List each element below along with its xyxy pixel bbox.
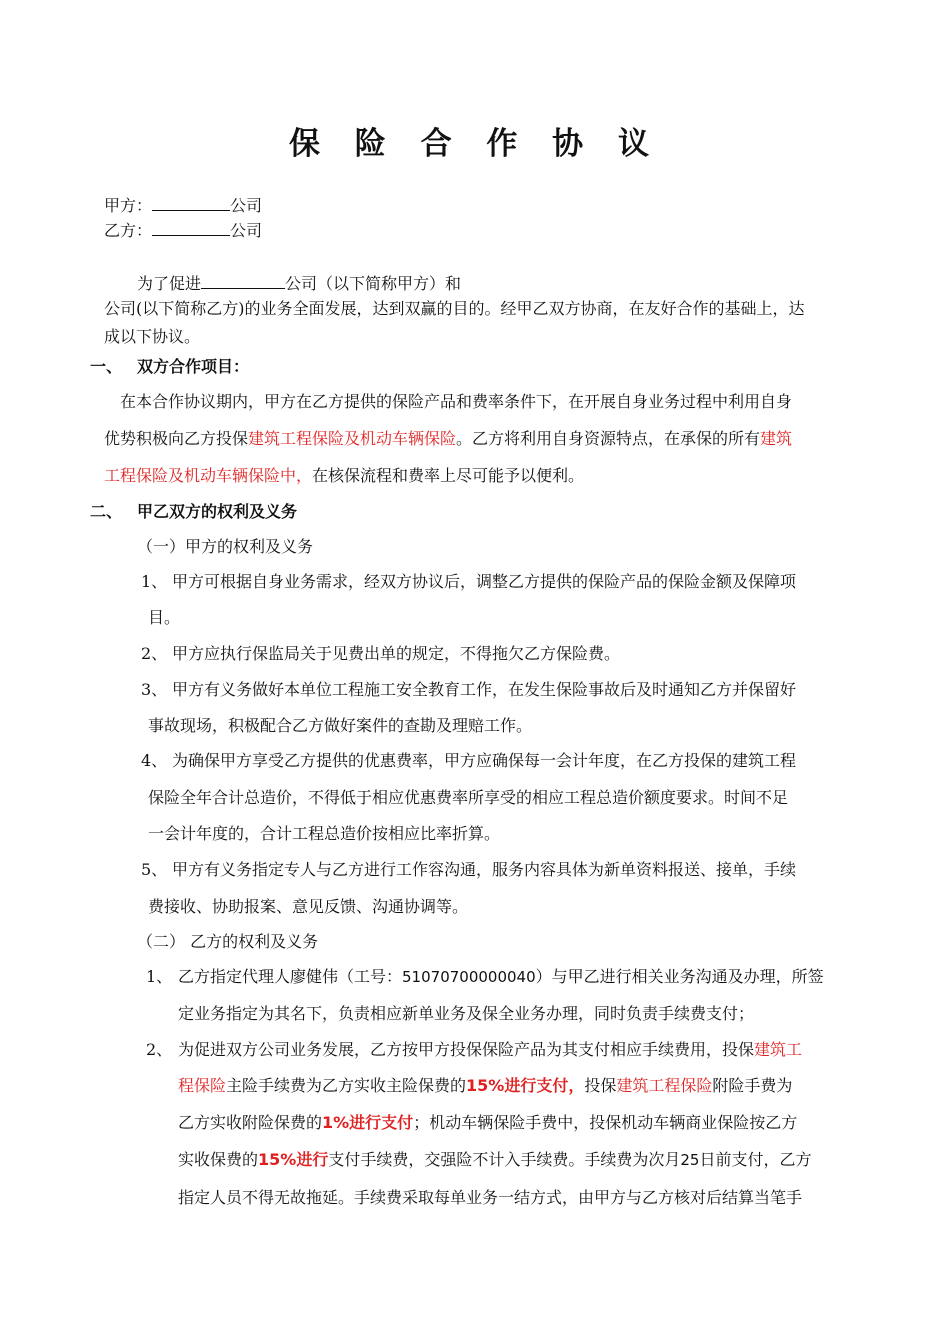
section-1-para-line-3	[104, 466, 584, 486]
intro-line-3: 成以下协议。	[104, 327, 201, 346]
section-1-number: 一、	[90, 357, 123, 376]
item-a5-line-1: 甲方有义务指定专人与乙方进行工作容沟通，服务内容具体为新单资料报送、接单，手续	[172, 860, 797, 879]
agent-id: 51070700000040	[402, 968, 536, 986]
item-a4-line-1: 为确保甲方享受乙方提供的优惠费率，甲方应确保每一会计年度，在乙方投保的建筑工程	[172, 751, 797, 770]
item-b1-line-1	[178, 967, 824, 987]
item-a1-line-1: 甲方可根据自身业务需求，经双方协议后，调整乙方提供的保险产品的保险金额及保障项	[172, 572, 797, 591]
section-1-para-line-1: 在本合作协议期内，甲方在乙方提供的保险产品和费率条件下，在开展自身业务过程中利用自身	[120, 392, 793, 411]
intro-line-2: 公司(以下简称乙方)的业务全面发展，达到双赢的目的。经甲乙双方协商，在友好合作的基础上，达	[104, 299, 805, 318]
item-b2-line-1	[178, 1040, 802, 1060]
section-2-heading: 甲乙双方的权利及义务	[137, 502, 298, 521]
para-text: 支付手续费，交强险不计入手续费。手续费为次月	[328, 1150, 681, 1169]
item-a5-line-2: 费接收、协助报案、意见反馈、沟通协调等。	[148, 897, 469, 916]
highlight-text: 建筑工程保险	[616, 1076, 713, 1095]
party-a-suffix: 公司	[230, 196, 263, 215]
party-b-line	[104, 219, 262, 241]
party-b-blank[interactable]	[152, 219, 230, 236]
item-a3-line-1: 甲方有义务做好本单位工程施工安全教育工作，在发生保险事故后及时通知乙方并保留好	[172, 680, 797, 699]
para-text: 投保	[584, 1076, 617, 1095]
intro-company-blank[interactable]	[201, 272, 285, 289]
item-b2-line-4	[178, 1150, 811, 1170]
item-a4-number: 4、	[141, 751, 168, 770]
para-text: 乙方实收附险保费的	[178, 1113, 323, 1132]
section-2-number: 二、	[90, 502, 123, 521]
para-text: 日前支付，乙方	[699, 1150, 812, 1169]
party-a-blank[interactable]	[152, 194, 230, 211]
item-a1-number: 1、	[141, 572, 168, 591]
para-text: 主险手续费为乙方实收主险保费的	[226, 1076, 467, 1095]
item-a3-line-2: 事故现场，积极配合乙方做好案件的查勘及理赔工作。	[148, 716, 533, 735]
payment-day: 25	[680, 1151, 700, 1169]
intro-text: 公司（以下简称甲方）和	[285, 274, 462, 293]
party-a-label: 甲方：	[104, 196, 153, 215]
rate-highlight: 1%进行支付	[322, 1113, 414, 1132]
highlight-text: 工程保险及机动车辆保险中，	[104, 466, 313, 485]
item-b2-number: 2、	[146, 1040, 173, 1059]
item-b2-line-2	[178, 1076, 792, 1096]
subsection-b-heading: （二） 乙方的权利及义务	[137, 932, 319, 951]
para-text: ）与甲乙进行相关业务沟通及办理，所签	[535, 967, 824, 986]
rate-highlight: 15%进行	[258, 1150, 329, 1169]
party-b-suffix: 公司	[230, 221, 263, 240]
para-text: 在核保流程和费率上尽可能予以便利。	[312, 466, 585, 485]
subsection-a-heading: （一）甲方的权利及义务	[137, 537, 314, 556]
highlight-text: 建筑工	[754, 1040, 803, 1059]
item-a4-line-2: 保险全年合计总造价，不得低于相应优惠费率所享受的相应工程总造价额度要求。时间不足	[148, 788, 789, 807]
section-1-heading: 双方合作项目：	[137, 357, 250, 376]
item-a4-line-3: 一会计年度的，合计工程总造价按相应比率折算。	[148, 824, 501, 843]
intro-text: 为了促进	[137, 274, 202, 293]
para-text: ；机动车辆保险手费中，投保机动车辆商业保险按乙方	[413, 1113, 798, 1132]
para-text: 乙方指定代理人廖健伟（工号：	[178, 967, 403, 986]
highlight-text: 建筑	[760, 429, 793, 448]
rate-highlight: 15%进行支付，	[466, 1076, 585, 1095]
intro-line-1	[137, 272, 461, 294]
item-b2-line-3	[178, 1113, 797, 1133]
item-a3-number: 3、	[141, 680, 168, 699]
item-a2-number: 2、	[141, 644, 168, 663]
para-text: 优势积极向乙方投保	[104, 429, 249, 448]
item-a2-line-1: 甲方应执行保监局关于见费出单的规定，不得拖欠乙方保险费。	[172, 644, 621, 663]
para-text: 。乙方将利用自身资源特点，在承保的所有	[456, 429, 761, 448]
highlight-text: 建筑工程保险及机动车辆保险	[248, 429, 457, 448]
item-a5-number: 5、	[141, 860, 168, 879]
item-a1-line-2: 目。	[148, 608, 181, 627]
item-b1-number: 1、	[146, 967, 173, 986]
para-text: 实收保费的	[178, 1150, 259, 1169]
party-a-line	[104, 194, 262, 216]
section-1-para-line-2	[104, 429, 792, 449]
document-title: 保 险 合 作 协 议	[289, 126, 661, 162]
para-text: 为促进双方公司业务发展，乙方按甲方投保保险产品为其支付相应手续费用，投保	[178, 1040, 755, 1059]
para-text: 附险手费为	[712, 1076, 793, 1095]
item-b2-line-5: 指定人员不得无故拖延。手续费采取每单业务一结方式，由甲方与乙方核对后结算当笔手	[178, 1188, 803, 1207]
item-b1-line-2: 定业务指定为其名下，负责相应新单业务及保全业务办理，同时负责手续费支付；	[178, 1004, 755, 1023]
highlight-text: 程保险	[178, 1076, 227, 1095]
party-b-label: 乙方：	[104, 221, 153, 240]
